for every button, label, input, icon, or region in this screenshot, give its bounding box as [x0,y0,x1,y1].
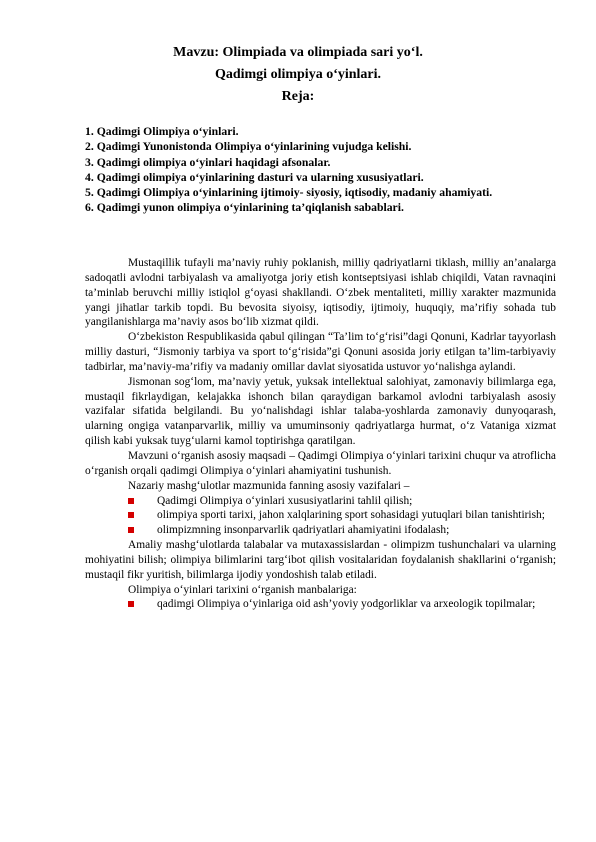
plan-heading: Reja: [281,89,315,104]
paragraph: Olimpiya o‘yinlari tarixini o‘rganish manbalariga: [128,583,357,596]
paragraph: Mavzuni o‘rganish asosiy maqsadi – Qadimgi Olimpiya o‘yinlari tarixini chuqur va atroflicha o‘rganish orqali qadimgi Olimpiya o‘yinlari ahamiyatini tushunish. [85,449,556,477]
bullet-item [85,508,556,523]
bullet-text: qadimgi Olimpiya o‘yinlariga oid ash’yoviy yodgorliklar va arxeologik topilmalar; [157,598,536,611]
square-bullet-icon [128,527,134,533]
bullet-text: olimpizmning insonparvarlik qadriyatlari ahamiyatini ifodalash; [157,524,450,537]
square-bullet-icon [128,601,134,607]
square-bullet-icon [128,512,134,518]
paragraph: O‘zbekiston Respublikasida qabul qilingan “Ta’lim to‘g‘risi”dagi Qonuni, Kadrlar tayyorlash milliy dasturi, “Jismoniy tarbiya va sport to‘g‘risida”gi Qonuni asosida joriy etilgan ta’lim-tarbiyaviy tadbirlar, ma’naviy-ma’rifiy va madaniy omillar davlat siyosatida ustuvor yo‘nalishga aylandi. [85,331,556,373]
plan-item: 2. Qadimgi Yunonistonda Olimpiya o‘yinlarining vujudga kelishi. [85,140,412,154]
plan-item: 5. Qadimgi Olimpiya o‘yinlarining ijtimoiy- siyosiy, iqtisodiy, madaniy ahamiyati. [85,186,493,200]
plan-item: 4. Qadimgi olimpiya o‘yinlarining dasturi va ularning xususiyatlari. [85,170,424,184]
bullet-text: Qadimgi Olimpiya o‘yinlari xususiyatlarini tahlil qilish; [157,494,413,507]
paragraph: Mustaqillik tufayli ma’naviy ruhiy poklanish, milliy qadriyatlarni tiklash, milliy an’analarga sadoqatli avlodni tarbiyalash va amaliyotga joriy etish kontseptsiyasi ishlab chiqildi, Vatan ravnaqini ta’minlab beruvchi milliy istiqlol g‘oyasi shakllandi. O‘zbek mentaliteti, milliy xarakter mazmunida yangi jihatlar tarkib topdi. Bu bevosita siyoisy, iqtisodiy, ijtimoiy, huquqiy, ma’rifiy sohada tub yangilanishlarga ma’naviy asos bo‘lib xizmat qildi. [85,257,556,329]
bullet-text: olimpiya sporti tarixi, jahon xalqlarining sport sohasidagi yutuqlari bilan tanishtirish; [157,509,545,522]
plan-item: 6. Qadimgi yunon olimpiya o‘yinlarining ta’qiqlanish sabablari. [85,201,404,215]
paragraph: Nazariy mashg‘ulotlar mazmunida fanning asosiy vazifalari – [128,479,410,492]
bullet-item [85,494,556,509]
document-body [85,256,556,612]
title-line-1: Mavzu: Olimpiada va olimpiada sari yo‘l. [173,45,423,60]
bullet-item [85,597,556,612]
plan-list [85,124,555,216]
plan-item: 3. Qadimgi olimpiya o‘yinlari haqidagi afsonalar. [85,155,331,169]
square-bullet-icon [128,498,134,504]
paragraph: Amaliy mashg‘ulotlarda talabalar va mutaxassislardan - olimpizm tushunchalari va ularning mohiyatini bilish; olimpiya bilimlarini targ‘ibot qilish vositalaridan foydalanish shakllarini o‘rganish; mustaqil fikr yuritish, bilimlarga ijodiy yondoshish talab etiladi. [85,539,556,581]
title-line-2: Qadimgi olimpiya o‘yinlari. [214,67,382,82]
bullet-item [85,523,556,538]
plan-item: 1. Qadimgi Olimpiya o‘yinlari. [85,125,239,138]
paragraph: Jismonan sog‘lom, ma’naviy yetuk, yuksak intellektual salohiyat, zamonaviy bilimlarga ega, mustaqil fikrlaydigan, kelajakka ishonch bilan qaraydigan barkamol avlodni tarbiyalash asosiy vazifalar sifatida belgilandi. Bu yo‘nalishdagi ishlar talaba-yoshlarda zamonaviy dunyoqarash, ularning ongiga vatanparvarlik, milliy va umuminsoniy qadriyatlarga hurmat, o‘z Vataniga xizmat qilish kabi yuksak tuyg‘ularni kamol toptirishga qaratilgan. [85,375,556,448]
